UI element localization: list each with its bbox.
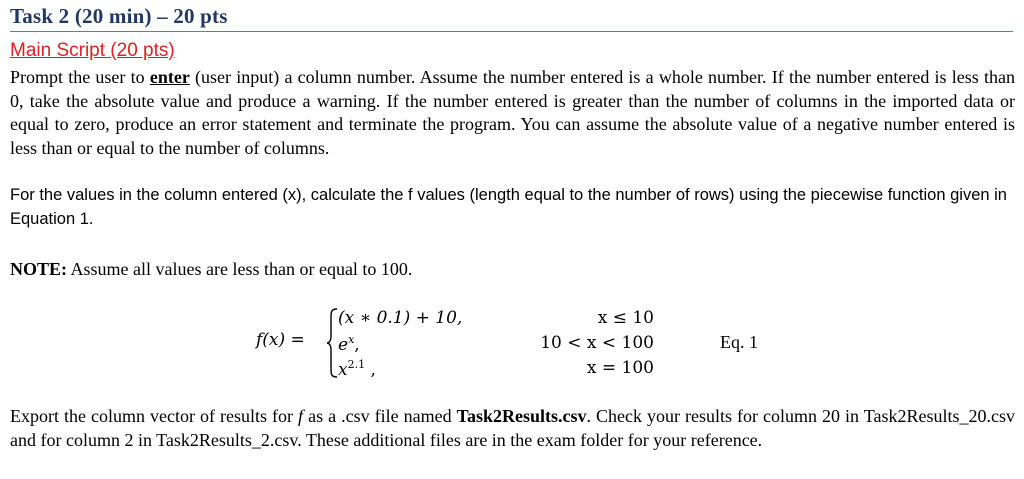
- case1-condition: x ≤ 10: [597, 308, 654, 328]
- para4-s5: . Check your results for column 20 in Task2Results_20.csv and for column 2 in Task2Results_2.csv. These additional files are in the exam folder for your reference.: [10, 406, 1015, 450]
- equation-number: Eq. 1: [720, 332, 758, 352]
- case1-expr: (x ∗ 0.1) + 10,: [338, 308, 463, 328]
- case3-tail: ,: [365, 360, 376, 380]
- case2-tail: ,: [354, 335, 360, 355]
- export-paragraph: [10, 405, 1015, 452]
- case2-base: e: [338, 335, 349, 355]
- task-title: Task 2 (20 min) – 20 pts: [10, 4, 228, 28]
- calculation-paragraph: For the values in the column entered (x), calculate the f values (length equal to the number of rows) using the piecewise function given in Equation 1.: [10, 186, 1007, 228]
- para4-s3: as a .csv file named: [303, 406, 457, 426]
- case3-exponent: 2.1: [347, 358, 366, 371]
- output-filename: Task2Results.csv: [456, 406, 587, 426]
- case2-exponent: x: [348, 333, 355, 346]
- enter-keyword: enter: [149, 67, 190, 87]
- instructions-paragraph: [10, 66, 1015, 160]
- section-heading: Main Script (20 pts): [10, 40, 175, 61]
- equation-f: f: [256, 330, 263, 350]
- para4-f: f: [298, 406, 304, 426]
- case3-condition: x = 100: [586, 358, 654, 378]
- case2-expression: [338, 333, 360, 355]
- case3-expression: [338, 358, 376, 380]
- case2-condition: 10 < x < 100: [540, 333, 654, 353]
- para1-text-start: Prompt the user to: [10, 67, 150, 87]
- title-divider: [10, 31, 1013, 32]
- para1-text-end: (user input) a column number. Assume the number entered is a whole number. If the number entered is less than 0, take the absolute value and produce a warning. If the number entered is greater than the number of columns in the imported data or equal to zero, produce an error statement and terminate the program. You can assume the absolute value of a negative number entered is less than or equal to the number of columns.: [10, 67, 1015, 158]
- equation-lhs-rest: (x) =: [262, 330, 305, 350]
- left-brace-icon: [326, 308, 338, 378]
- case1-expression: [338, 308, 462, 328]
- note-paragraph: [10, 258, 1015, 282]
- para4-s1: Export the column vector of results for: [10, 406, 299, 426]
- equation-lhs: [256, 330, 305, 350]
- case3-base: x: [338, 360, 348, 380]
- note-text: Assume all values are less than or equal to 100.: [67, 259, 413, 279]
- note-label: NOTE:: [10, 259, 68, 279]
